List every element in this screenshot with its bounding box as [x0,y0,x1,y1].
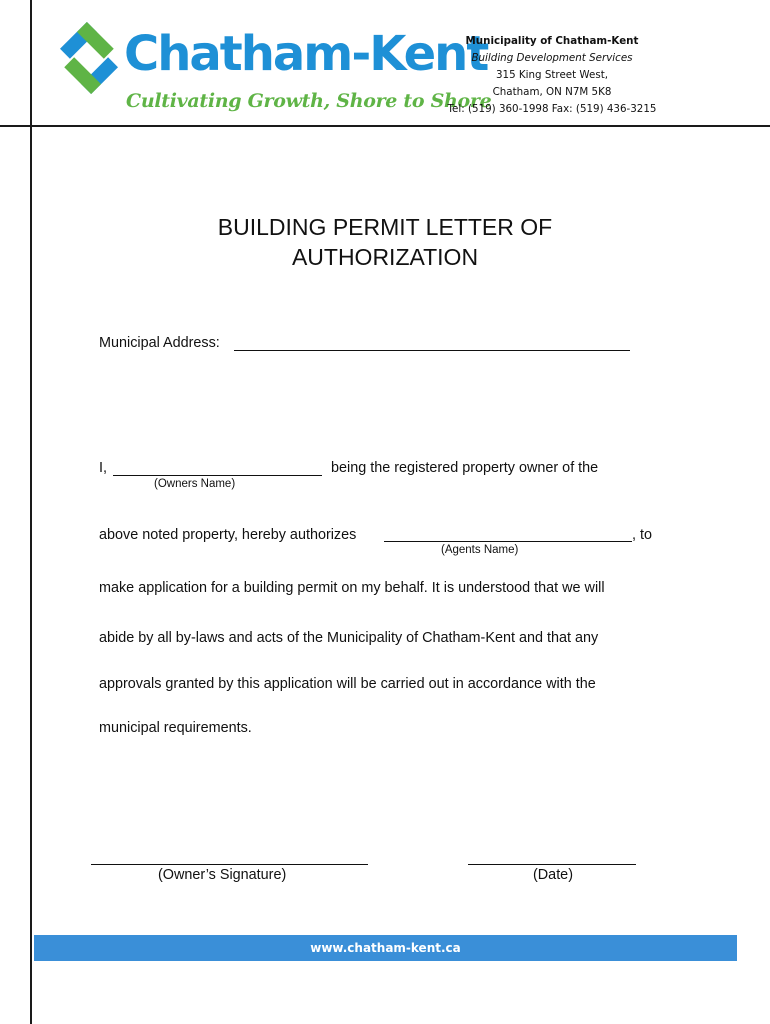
phone-fax: Tel: (519) 360-1998 Fax: (519) 436-3215 [447,103,657,115]
left-margin-rule [30,0,32,1024]
footer-banner [34,935,737,961]
logo-tagline: Cultivating Growth, Shore to Shore [126,90,492,112]
owners-name-field[interactable] [113,475,322,476]
agents-name-caption: (Agents Name) [441,544,519,556]
municipal-address-label: Municipal Address: [99,335,220,351]
owner-prefix: I, [99,460,107,476]
owner-signature-caption: (Owner’s Signature) [158,867,287,883]
agents-name-field[interactable] [384,541,632,542]
logo-wordmark: Chatham-Kent [124,26,488,82]
date-field[interactable] [468,864,636,865]
paragraph-line-2: abide by all by-laws and acts of the Municipality of Chatham-Kent and that any [99,630,599,646]
paragraph-line-1: make application for a building permit on my behalf. It is understood that we will [99,580,605,596]
paragraph-line-4: municipal requirements. [99,720,252,736]
municipal-address-field[interactable] [234,350,630,351]
authorizes-text: above noted property, hereby authorizes [99,527,357,543]
paragraph-line-3: approvals granted by this application will be carried out in accordance with the [99,676,596,692]
department-name: Building Development Services [471,52,633,64]
document-title [0,212,770,272]
owners-name-caption: (Owners Name) [154,478,236,490]
organization-name: Municipality of Chatham-Kent [465,35,639,47]
authorizes-suffix: , to [632,527,652,543]
street-address: 315 King Street West, [495,69,609,81]
website-link[interactable]: www.chatham-kent.ca [310,941,461,955]
header-rule [0,125,770,127]
municipal-address-block [446,33,658,118]
chatham-kent-logo-icon [52,22,126,94]
date-caption: (Date) [533,867,573,883]
title-line-1: BUILDING PERMIT LETTER OF [217,214,553,240]
owner-statement: being the registered property owner of the [331,460,599,476]
title-line-2: AUTHORIZATION [291,244,479,270]
city-address: Chatham, ON N7M 5K8 [492,86,612,98]
owner-signature-field[interactable] [91,864,368,865]
